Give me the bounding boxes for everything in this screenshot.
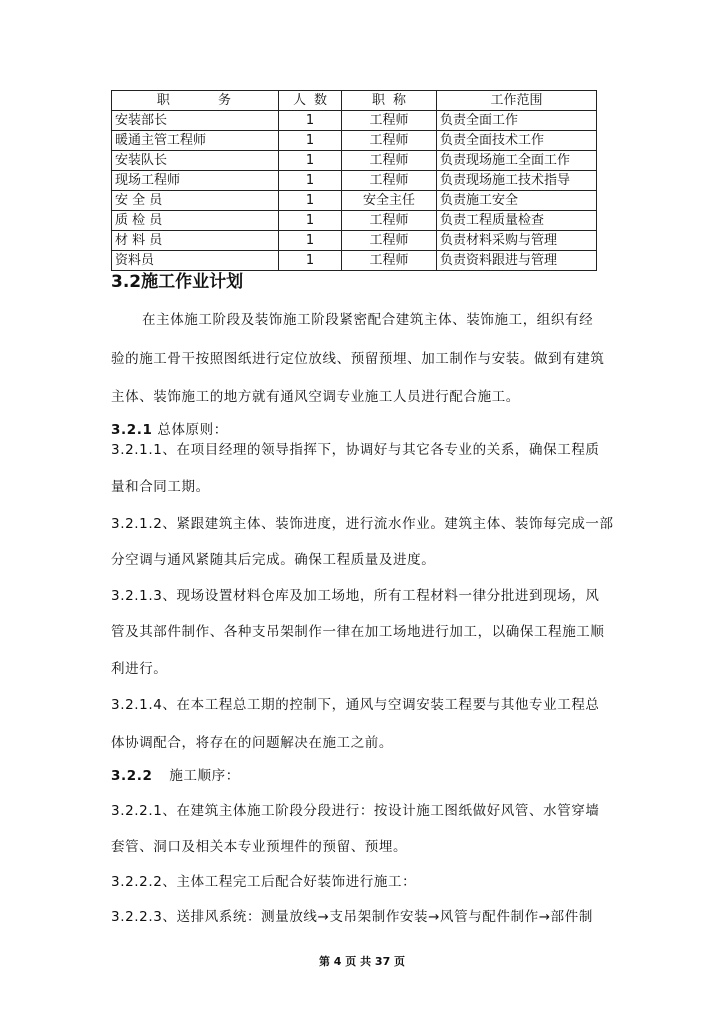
cell-duty: 质 检 员 (112, 211, 279, 231)
cell-scope: 负责全面工作 (437, 111, 597, 131)
cell-duty: 安装队长 (112, 151, 279, 171)
cell-count: 1 (279, 151, 342, 171)
table-row (112, 171, 597, 191)
cell-duty: 资料员 (112, 251, 279, 271)
p3222-line: 3.2.2.2、主体工程完工后配合好装饰进行施工： (111, 874, 417, 890)
p3223-line: 3.2.2.3、送排风系统：测量放线→支吊架制作安装→风管与配件制作→部件制 (111, 909, 593, 925)
cell-scope: 负责资料跟进与管理 (437, 251, 597, 271)
intro-line-2: 验的施工骨干按照图纸进行定位放线、预留预埋、加工制作与安装。做到有建筑 (111, 351, 605, 367)
cell-title: 工程师 (342, 111, 437, 131)
p3212-line-2: 分空调与通风紧随其后完成。确保工程质量及进度。 (111, 552, 436, 568)
header-scope: 工作范围 (437, 91, 597, 111)
intro-line-1: 在主体施工阶段及装饰施工阶段紧密配合建筑主体、装饰施工，组织有经 (142, 312, 594, 328)
cell-scope: 负责现场施工全面工作 (437, 151, 597, 171)
cell-scope: 负责施工安全 (437, 191, 597, 211)
cell-duty: 材 料 员 (112, 231, 279, 251)
p3221-line-1: 3.2.2.1、在建筑主体施工阶段分段进行：按设计施工图纸做好风管、水管穿墙 (111, 803, 600, 819)
cell-duty: 安装部长 (112, 111, 279, 131)
p3212-line-1: 3.2.1.2、紧跟建筑主体、装饰进度，进行流水作业。建筑主体、装饰每完成一部 (111, 516, 614, 532)
cell-count: 1 (279, 171, 342, 191)
table-row (112, 151, 597, 171)
cell-title: 工程师 (342, 151, 437, 171)
p3221-line-2: 套管、洞口及相关本专业预埋件的预留、预埋。 (111, 839, 408, 855)
p3213-line-1: 3.2.1.3、现场设置材料仓库及加工场地，所有工程材料一律分批进到现场，风 (111, 588, 600, 604)
header-count: 人数 (279, 91, 342, 111)
cell-duty: 安 全 员 (112, 191, 279, 211)
cell-count: 1 (279, 191, 342, 211)
cell-duty: 暖通主管工程师 (112, 131, 279, 151)
cell-duty: 现场工程师 (112, 171, 279, 191)
section-heading: 3.2施工作业计划 (111, 272, 244, 292)
header-title: 职称 (342, 91, 437, 111)
p3211-line-2: 量和合同工期。 (111, 479, 210, 495)
p3213-line-3: 利进行。 (111, 661, 168, 677)
cell-scope: 负责工程质量检查 (437, 211, 597, 231)
subsection-321-text: 总体原则： (157, 422, 228, 438)
cell-count: 1 (279, 211, 342, 231)
cell-title: 安全主任 (342, 191, 437, 211)
subsection-322-text: 施工顺序： (169, 768, 240, 784)
cell-title: 工程师 (342, 251, 437, 271)
table-row (112, 231, 597, 251)
p3214-line-2: 体协调配合，将存在的问题解决在施工之前。 (111, 735, 393, 751)
p3211-line-1: 3.2.1.1、在项目经理的领导指挥下，协调好与其它各专业的关系，确保工程质 (111, 442, 600, 458)
cell-title: 工程师 (342, 211, 437, 231)
subsection-321-title (111, 418, 616, 438)
table-row (112, 111, 597, 131)
cell-title: 工程师 (342, 171, 437, 191)
table-row (112, 211, 597, 231)
staff-table (111, 90, 597, 271)
cell-scope: 负责材料采购与管理 (437, 231, 597, 251)
cell-count: 1 (279, 251, 342, 271)
cell-title: 工程师 (342, 231, 437, 251)
cell-scope: 负责现场施工技术指导 (437, 171, 597, 191)
subsection-321-number: 3.2.1 (111, 422, 153, 438)
table-row (112, 191, 597, 211)
subsection-322-title (111, 764, 616, 784)
subsection-322-number: 3.2.2 (111, 768, 153, 784)
intro-line-3: 主体、装饰施工的地方就有通风空调专业施工人员进行配合施工。 (111, 389, 520, 405)
cell-scope: 负责全面技术工作 (437, 131, 597, 151)
table-row (112, 131, 597, 151)
cell-title: 工程师 (342, 131, 437, 151)
cell-count: 1 (279, 131, 342, 151)
header-duty: 职 务 (112, 91, 279, 111)
cell-count: 1 (279, 231, 342, 251)
p3213-line-2: 管及其部件制作、各种支吊架制作一律在加工场地进行加工，以确保工程施工顺 (111, 624, 605, 640)
table-header-row (112, 91, 597, 111)
p3214-line-1: 3.2.1.4、在本工程总工期的控制下，通风与空调安装工程要与其他专业工程总 (111, 697, 600, 713)
page-footer: 第 4 页 共 37 页 (318, 955, 406, 968)
cell-count: 1 (279, 111, 342, 131)
